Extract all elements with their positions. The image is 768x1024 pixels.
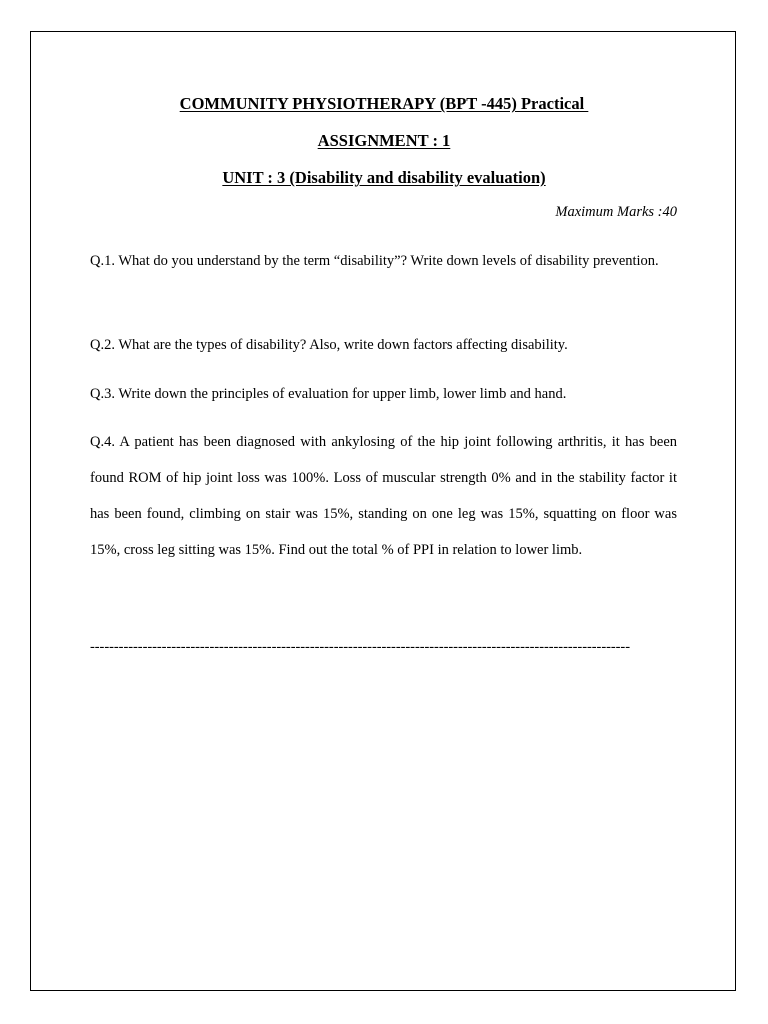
question-3: Q.3. Write down the principles of evaluation for upper limb, lower limb and hand. — [90, 386, 567, 402]
dashed-divider: ----------------------------------------------------------------------------------------------------------------- — [90, 639, 630, 655]
question-2: Q.2. What are the types of disability? Also, write down factors affecting disability. — [90, 337, 568, 353]
course-title: COMMUNITY PHYSIOTHERAPY (BPT -445) Practical — [179, 94, 589, 113]
maximum-marks: Maximum Marks :40 — [555, 204, 677, 220]
question-1: Q.1. What do you understand by the term “disability”? Write down levels of disability prevention. — [90, 253, 659, 269]
unit-title: UNIT : 3 (Disability and disability evaluation) — [222, 168, 546, 187]
question-4: Q.4. A patient has been diagnosed with ankylosing of the hip joint following arthritis, it has been found ROM of hip joint loss was 100%. Loss of muscular strength 0% and in the stability factor it has been found, climbing on stair was 15%, standing on one leg was 15%, squatting on floor was 15%, cross leg sitting was 15%. Find out the total % of PPI in relation to lower limb. — [90, 434, 677, 558]
assignment-title: ASSIGNMENT : 1 — [317, 131, 451, 150]
